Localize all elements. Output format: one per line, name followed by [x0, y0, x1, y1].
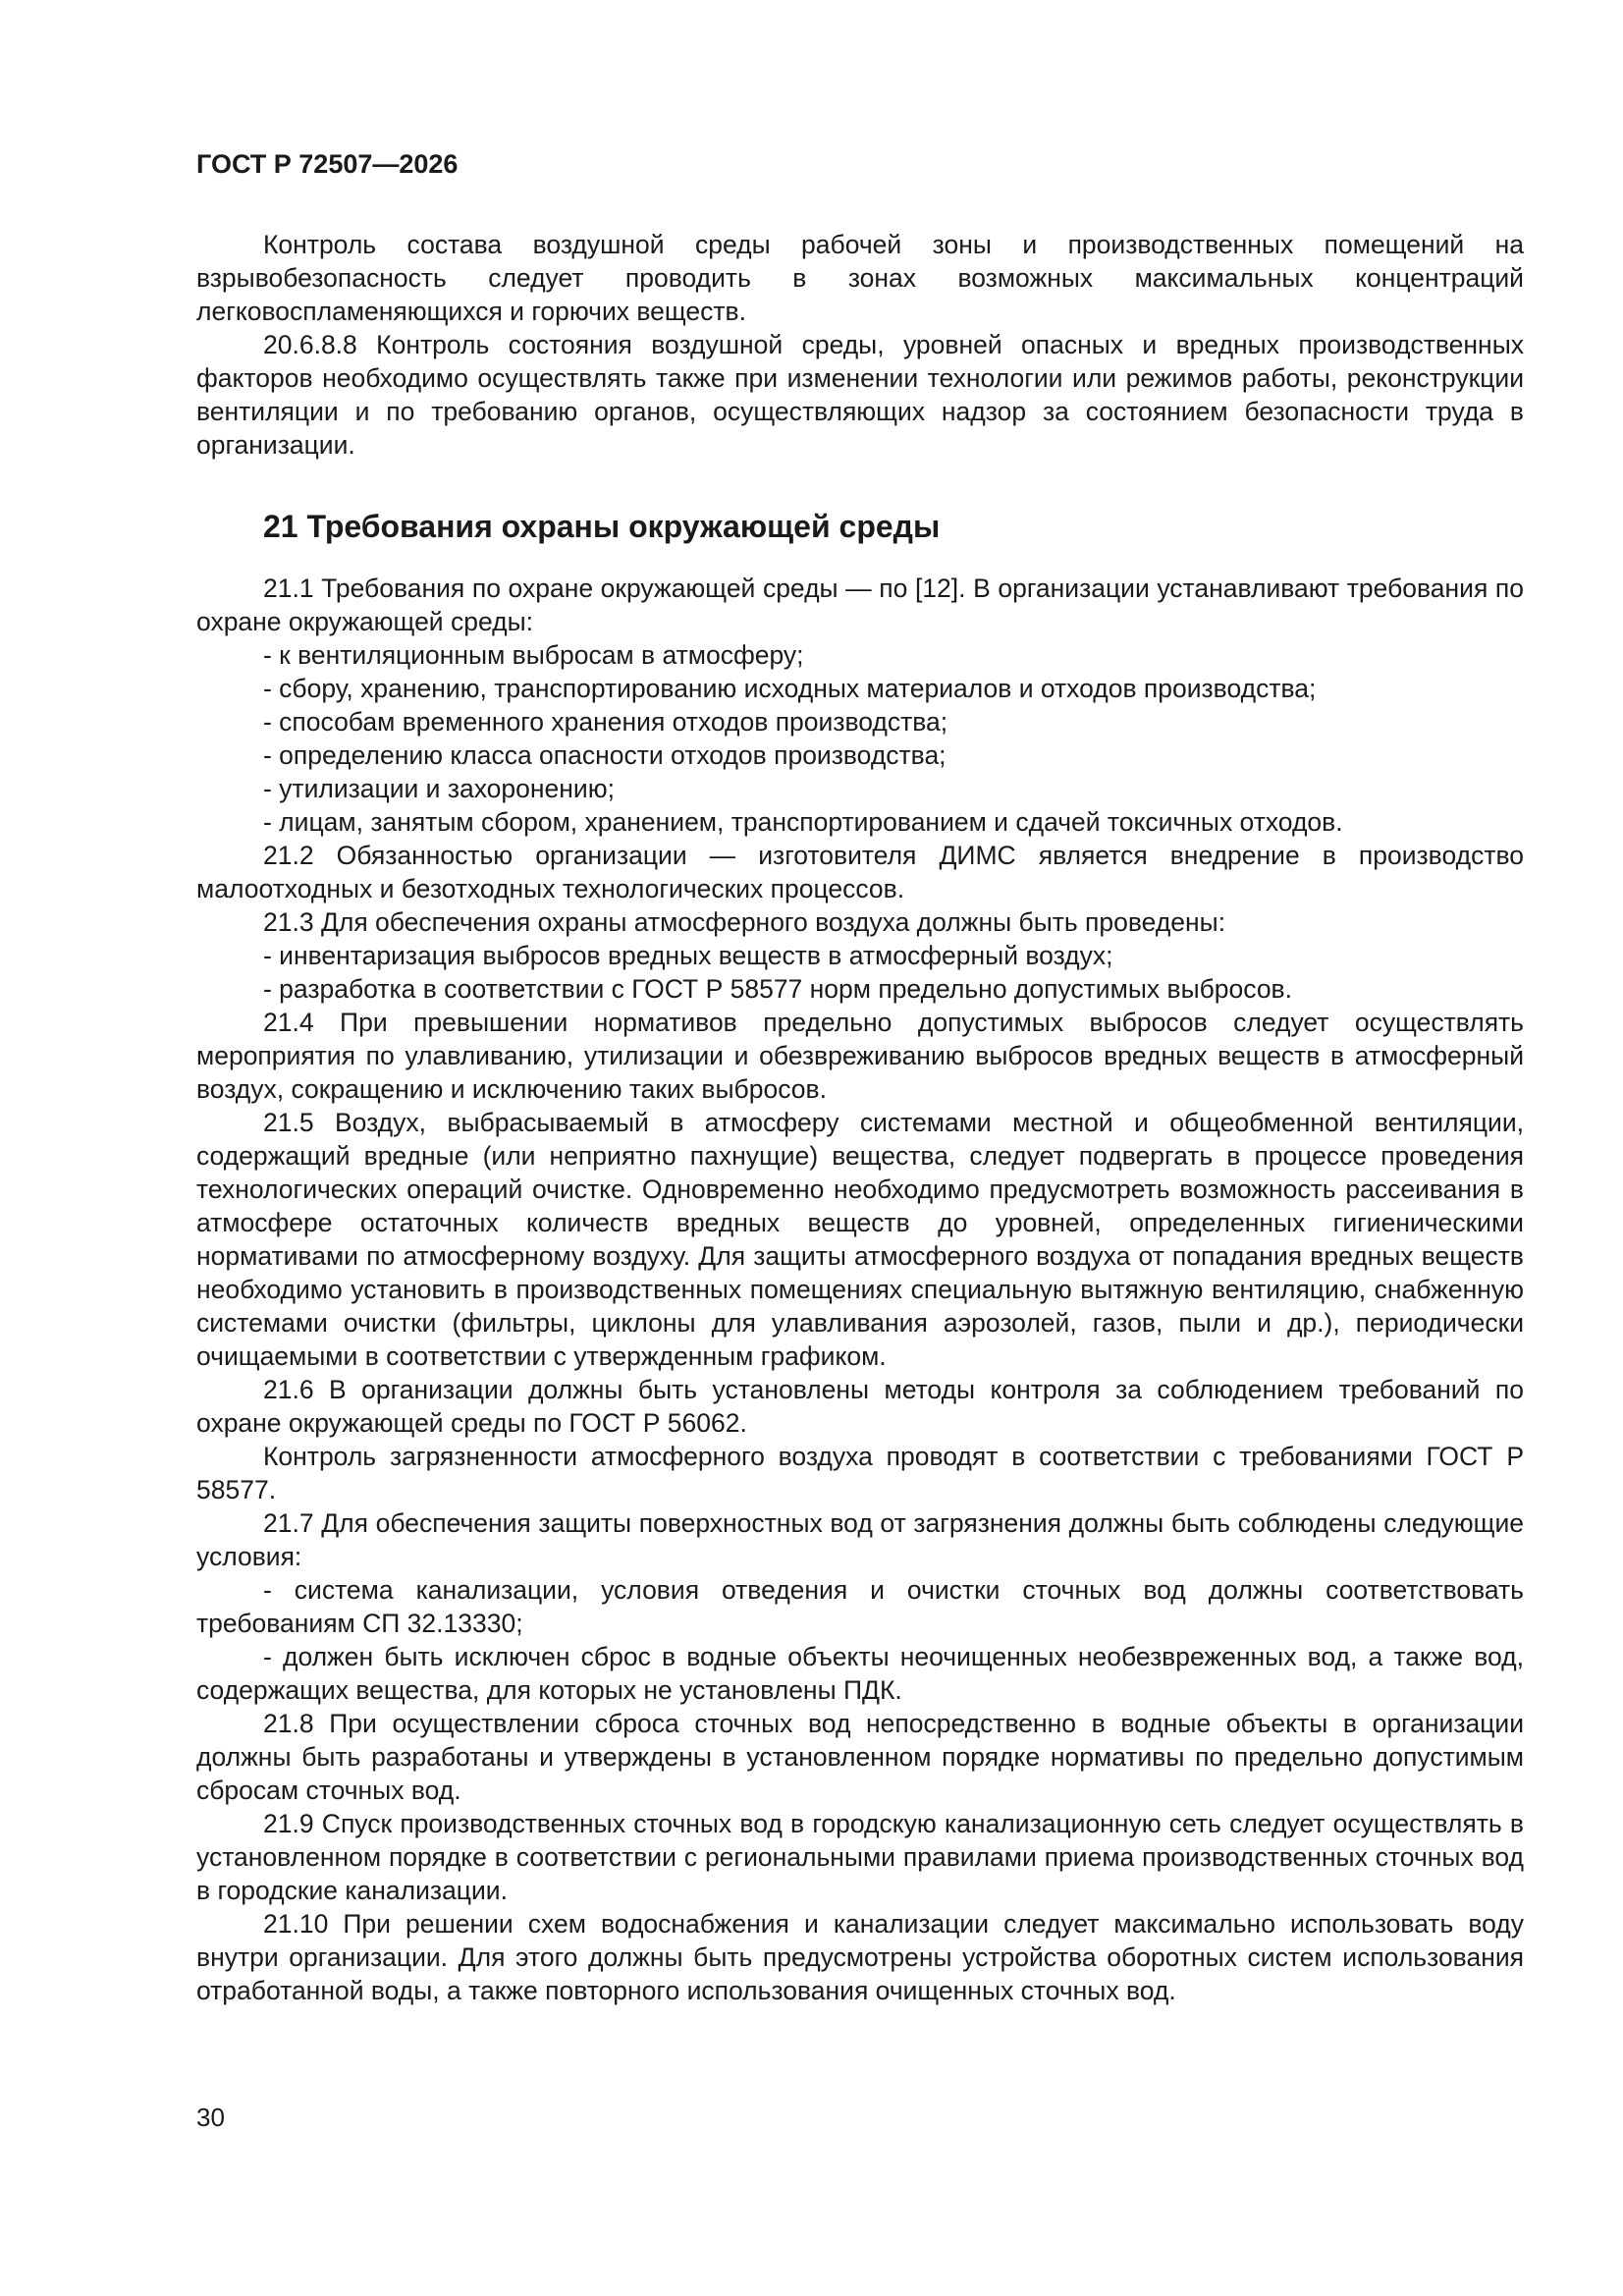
paragraph-21-8: 21.8 При осуществлении сброса сточных вод непосредственно в водные объекты в организации должны быть разработаны и утверждены в установленном порядке нормативы по предельно допустимым сбросам сточных вод.: [196, 1709, 1524, 1805]
intro-paragraph-1: Контроль состава воздушной среды рабочей зоны и производственных помещений на взрывобезопасность следует проводить в зонах возможных максимальных концентраций легковоспламеняющихся и горючих веществ.: [196, 230, 1524, 326]
paragraph-21-6: 21.6 В организации должны быть установлены методы контроля за соблюдением требований по охране окружающей среды по ГОСТ Р 56062.: [196, 1375, 1524, 1438]
paragraph-21-3: 21.3 Для обеспечения охраны атмосферного воздуха должны быть проведены:: [263, 907, 1226, 937]
list-item: - определению класса опасности отходов производства;: [263, 740, 947, 770]
paragraph-21-1: 21.1 Требования по охране окружающей среды — по [12]. В организации устанавливают требования по охране окружающей среды:: [196, 574, 1524, 636]
paragraph-21-7-item-a: - система канализации, условия отведения и очистки сточных вод должны соответствовать требованиям СП 32.13330;: [196, 1575, 1524, 1638]
paragraph-21-10: 21.10 При решении схем водоснабжения и канализации следует максимально использовать воду внутри организации. Для этого должны быть предусмотрены устройства оборотных систем использования отработанной воды, а также повторного использования очищенных сточных вод.: [196, 1909, 1524, 2005]
list-item: - сбору, хранению, транспортированию исходных материалов и отходов производства;: [263, 674, 1317, 703]
document-id-header: ГОСТ Р 72507—2026: [196, 149, 459, 179]
paragraph-21-7: 21.7 Для обеспечения защиты поверхностных вод от загрязнения должны быть соблюдены следующие условия:: [196, 1508, 1524, 1571]
paragraph-20-6-8-8: 20.6.8.8 Контроль состояния воздушной среды, уровней опасных и вредных производственных факторов необходимо осуществлять также при изменении технологии или режимов работы, реконструкции вентиляции и по требованию органов, осуществляющих надзор за состоянием безопасности труда в организации.: [196, 330, 1524, 460]
list-item: - утилизации и захоронению;: [263, 774, 615, 803]
list-item: - лицам, занятым сбором, хранением, транспортированием и сдачей токсичных отходов.: [263, 807, 1343, 837]
list-item: - к вентиляционным выбросам в атмосферу;: [263, 640, 804, 670]
list-item: - способам временного хранения отходов производства;: [263, 707, 948, 737]
document-page: [196, 147, 1524, 2007]
paragraph-21-9: 21.9 Спуск производственных сточных вод в городскую канализационную сеть следует осуществлять в установленном порядке в соответствии с региональными правилами приема производственных сточных вод в городские канализации.: [196, 1809, 1524, 1905]
paragraph-21-7-item-b: - должен быть исключен сброс в водные объекты неочищенных необезвреженных вод, а также вод, содержащих вещества, для которых не установлены ПДК.: [196, 1642, 1524, 1705]
list-item: - инвентаризация выбросов вредных веществ в атмосферный воздух;: [263, 941, 1113, 970]
page-number: 30: [196, 2103, 225, 2132]
list-item: - разработка в соответствии с ГОСТ Р 58577 норм предельно допустимых выбросов.: [263, 974, 1292, 1004]
section-21-heading: 21 Требования охраны окружающей среды: [263, 509, 941, 544]
paragraph-21-2: 21.2 Обязанностью организации — изготовителя ДИМС является внедрение в производство малоотходных и безотходных технологических процессов.: [196, 841, 1524, 903]
paragraph-21-6-control: Контроль загрязненности атмосферного воздуха проводят в соответствии с требованиями ГОСТ Р 58577.: [196, 1442, 1524, 1504]
paragraph-21-4: 21.4 При превышении нормативов предельно допустимых выбросов следует осуществлять мероприятия по улавливанию, утилизации и обезвреживанию выбросов вредных веществ в атмосферный воздух, сокращению и исключению таких выбросов.: [196, 1008, 1524, 1104]
paragraph-21-5: 21.5 Воздух, выбрасываемый в атмосферу системами местной и общеобменной вентиляции, содержащий вредные (или неприятно пахнущие) вещества, следует подвергать в процессе проведения технологических операций очистке. Одновременно необходимо предусмотреть возможность рассеивания в атмосфере остаточных количеств вредных веществ до уровней, определенных гигиеническими нормативами по атмосферному воздуху. Для защиты атмосферного воздуха от попадания вредных веществ необходимо установить в производственных помещениях специальную вытяжную вентиляцию, снабженную системами очистки (фильтры, циклоны для улавливания аэрозолей, газов, пыли и др.), периодически очищаемыми в соответствии с утвержденным графиком.: [196, 1108, 1524, 1371]
